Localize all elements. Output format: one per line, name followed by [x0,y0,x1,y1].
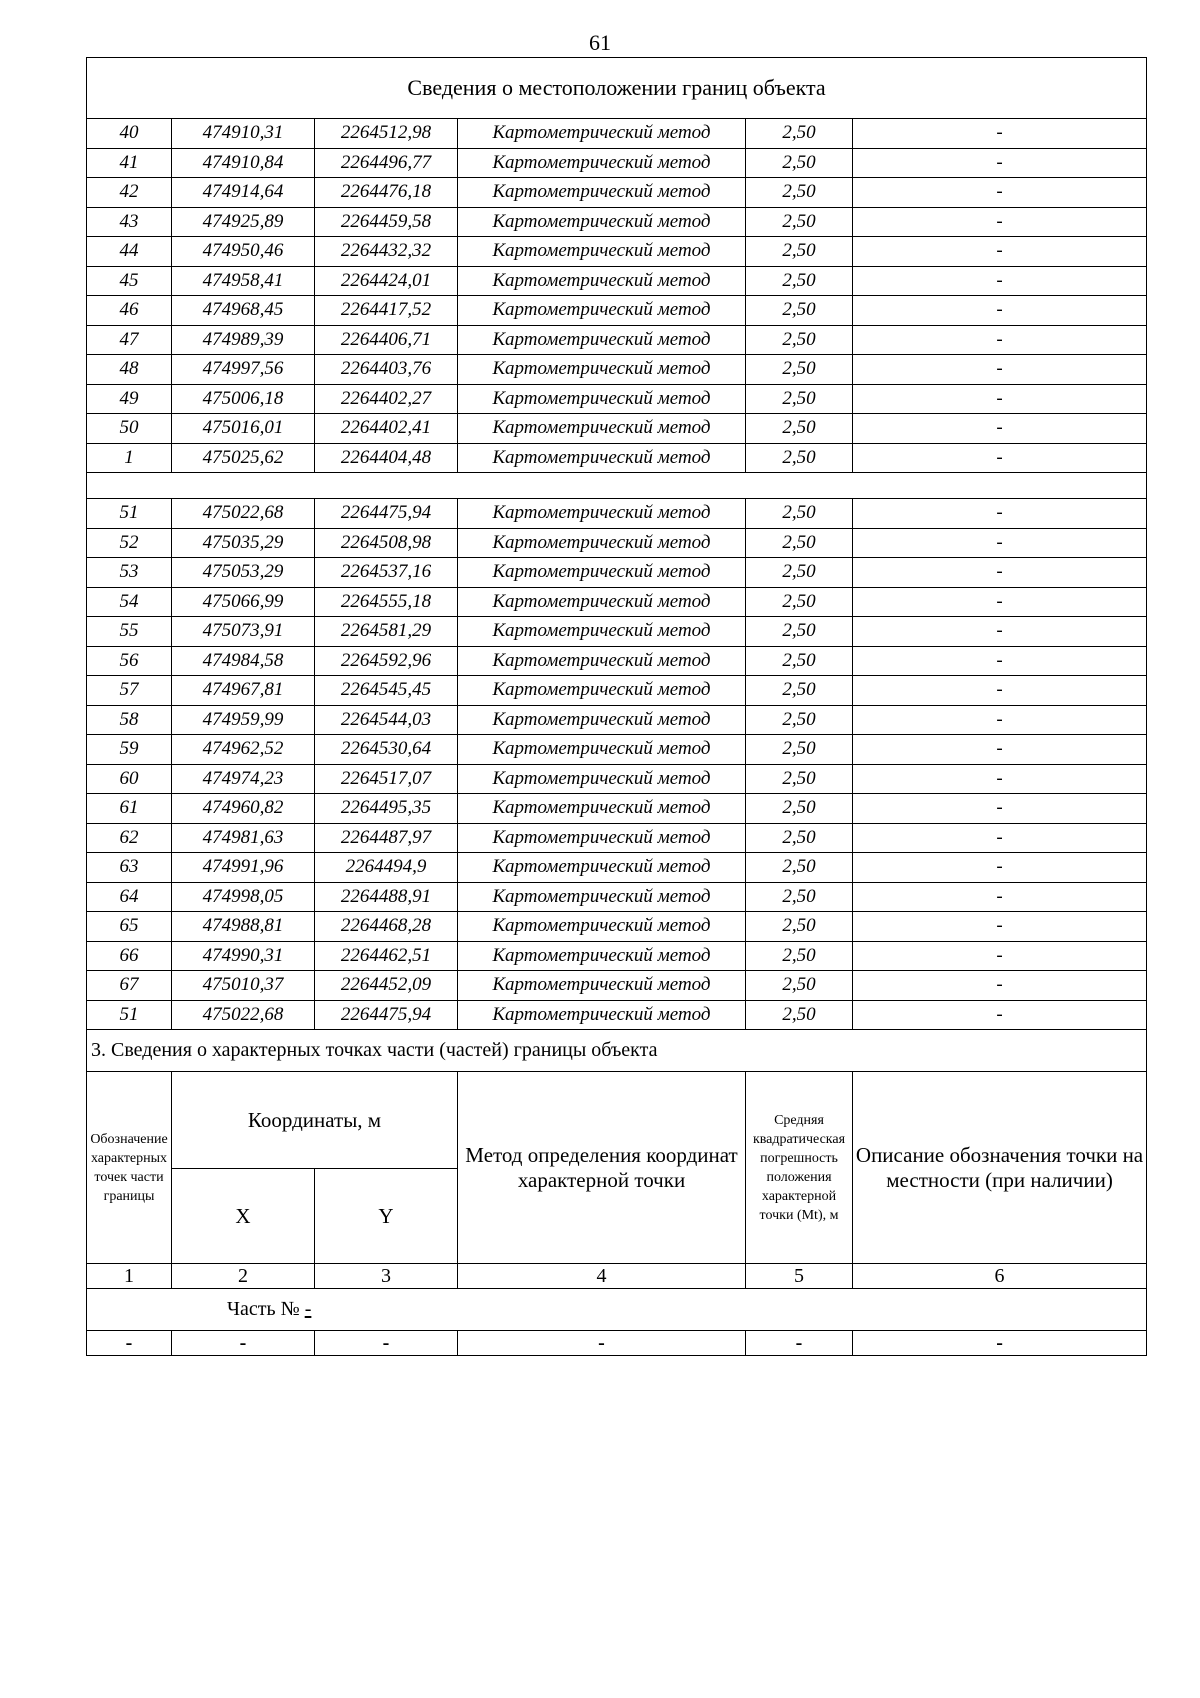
accuracy-cell: 2,50 [746,207,853,237]
description-cell: - [853,735,1147,765]
method-cell: Картометрический метод [458,794,746,824]
coord-x-cell: 474991,96 [172,853,315,883]
description-cell: - [853,443,1147,473]
header-description: Описание обозначения точки на местности (при наличии) [853,1072,1147,1264]
point-number-cell: 63 [87,853,172,883]
col-number: 3 [315,1264,458,1289]
method-cell: Картометрический метод [458,207,746,237]
coord-x-cell: 474962,52 [172,735,315,765]
table-row [87,764,1147,794]
table-row [87,266,1147,296]
accuracy-cell: 2,50 [746,705,853,735]
table-row [87,735,1147,765]
table-row [87,823,1147,853]
coord-x-cell: 474998,05 [172,882,315,912]
part-cell [87,1289,1147,1331]
header-accuracy: Средняя квадратическая погрешность положения характерной точки (Mt), м [746,1072,853,1264]
description-cell: - [853,207,1147,237]
table-row [87,207,1147,237]
point-number-cell: 67 [87,971,172,1001]
coord-x-cell: 474989,39 [172,325,315,355]
method-cell: Картометрический метод [458,971,746,1001]
method-cell: Картометрический метод [458,296,746,326]
method-cell: Картометрический метод [458,119,746,149]
accuracy-cell: 2,50 [746,499,853,529]
method-cell: Картометрический метод [458,178,746,208]
point-number-cell: 58 [87,705,172,735]
coord-x-cell: 474990,31 [172,941,315,971]
coord-y-cell: 2264459,58 [315,207,458,237]
accuracy-cell: 2,50 [746,882,853,912]
method-cell: Картометрический метод [458,355,746,385]
empty-cell: - [458,1331,746,1356]
description-cell: - [853,912,1147,942]
method-cell: Картометрический метод [458,853,746,883]
point-number-cell: 45 [87,266,172,296]
column-numbers-row [87,1264,1147,1289]
description-cell: - [853,646,1147,676]
table-row [87,646,1147,676]
description-cell: - [853,178,1147,208]
description-cell: - [853,587,1147,617]
coord-x-cell: 474910,84 [172,148,315,178]
table-row [87,941,1147,971]
description-cell: - [853,794,1147,824]
method-cell: Картометрический метод [458,384,746,414]
point-number-cell: 55 [87,617,172,647]
boundary-table [86,57,1147,1356]
table-row [87,384,1147,414]
description-cell: - [853,823,1147,853]
coord-x-cell: 475066,99 [172,587,315,617]
empty-cell: - [172,1331,315,1356]
coord-y-cell: 2264404,48 [315,443,458,473]
coord-x-cell: 475053,29 [172,558,315,588]
point-number-cell: 1 [87,443,172,473]
coord-x-cell: 474950,46 [172,237,315,267]
method-cell: Картометрический метод [458,823,746,853]
accuracy-cell: 2,50 [746,912,853,942]
table-row [87,617,1147,647]
point-number-cell: 50 [87,414,172,444]
description-cell: - [853,882,1147,912]
point-number-cell: 51 [87,1000,172,1030]
description-cell: - [853,558,1147,588]
description-cell: - [853,764,1147,794]
coord-x-cell: 474914,64 [172,178,315,208]
coord-x-cell: 474984,58 [172,646,315,676]
coord-y-cell: 2264494,9 [315,853,458,883]
description-cell: - [853,414,1147,444]
coord-x-cell: 475010,37 [172,971,315,1001]
point-number-cell: 51 [87,499,172,529]
point-number-cell: 53 [87,558,172,588]
coord-x-cell: 474967,81 [172,676,315,706]
coord-x-cell: 474959,99 [172,705,315,735]
coord-x-cell: 474997,56 [172,355,315,385]
point-number-cell: 57 [87,676,172,706]
accuracy-cell: 2,50 [746,853,853,883]
method-cell: Картометрический метод [458,912,746,942]
coord-y-cell: 2264508,98 [315,528,458,558]
point-number-cell: 40 [87,119,172,149]
description-cell: - [853,384,1147,414]
method-cell: Картометрический метод [458,676,746,706]
accuracy-cell: 2,50 [746,148,853,178]
coord-y-cell: 2264475,94 [315,499,458,529]
coord-y-cell: 2264417,52 [315,296,458,326]
coord-y-cell: 2264495,35 [315,794,458,824]
table-row [87,325,1147,355]
table-row [87,178,1147,208]
table-row [87,499,1147,529]
accuracy-cell: 2,50 [746,558,853,588]
method-cell: Картометрический метод [458,1000,746,1030]
point-number-cell: 52 [87,528,172,558]
table-row [87,148,1147,178]
table-row [87,882,1147,912]
empty-cell: - [87,1331,172,1356]
table-row [87,794,1147,824]
empty-cell: - [746,1331,853,1356]
accuracy-cell: 2,50 [746,676,853,706]
accuracy-cell: 2,50 [746,735,853,765]
point-number-cell: 56 [87,646,172,676]
description-cell: - [853,971,1147,1001]
col-number: 4 [458,1264,746,1289]
table-row [87,296,1147,326]
table-row [87,971,1147,1001]
table-row [87,414,1147,444]
coord-x-cell: 474981,63 [172,823,315,853]
table-row [87,705,1147,735]
method-cell: Картометрический метод [458,646,746,676]
coord-y-cell: 2264555,18 [315,587,458,617]
point-number-cell: 66 [87,941,172,971]
coord-y-cell: 2264402,41 [315,414,458,444]
point-number-cell: 62 [87,823,172,853]
point-number-cell: 64 [87,882,172,912]
col-number: 2 [172,1264,315,1289]
section3-title-row [87,1030,1147,1072]
table-row [87,528,1147,558]
accuracy-cell: 2,50 [746,296,853,326]
coord-y-cell: 2264475,94 [315,1000,458,1030]
method-cell: Картометрический метод [458,148,746,178]
accuracy-cell: 2,50 [746,237,853,267]
description-cell: - [853,705,1147,735]
coord-x-cell: 475022,68 [172,499,315,529]
accuracy-cell: 2,50 [746,1000,853,1030]
accuracy-cell: 2,50 [746,646,853,676]
method-cell: Картометрический метод [458,443,746,473]
description-cell: - [853,499,1147,529]
col-number: 1 [87,1264,172,1289]
coord-y-cell: 2264537,16 [315,558,458,588]
method-cell: Картометрический метод [458,558,746,588]
coord-y-cell: 2264424,01 [315,266,458,296]
point-number-cell: 65 [87,912,172,942]
description-cell: - [853,148,1147,178]
accuracy-cell: 2,50 [746,325,853,355]
method-cell: Картометрический метод [458,941,746,971]
accuracy-cell: 2,50 [746,355,853,385]
coord-y-cell: 2264488,91 [315,882,458,912]
coord-y-cell: 2264512,98 [315,119,458,149]
point-number-cell: 43 [87,207,172,237]
part-row [87,1289,1147,1331]
header-row-1 [87,1072,1147,1169]
description-cell: - [853,325,1147,355]
coord-y-cell: 2264487,97 [315,823,458,853]
method-cell: Картометрический метод [458,587,746,617]
table-title: Сведения о местоположении границ объекта [87,58,1147,119]
accuracy-cell: 2,50 [746,941,853,971]
description-cell: - [853,296,1147,326]
accuracy-cell: 2,50 [746,443,853,473]
header-x: X [172,1169,315,1264]
coord-y-cell: 2264530,64 [315,735,458,765]
point-number-cell: 46 [87,296,172,326]
col-number: 5 [746,1264,853,1289]
coord-y-cell: 2264452,09 [315,971,458,1001]
accuracy-cell: 2,50 [746,528,853,558]
table-row [87,443,1147,473]
coord-y-cell: 2264468,28 [315,912,458,942]
coord-y-cell: 2264544,03 [315,705,458,735]
accuracy-cell: 2,50 [746,178,853,208]
coord-y-cell: 2264592,96 [315,646,458,676]
description-cell: - [853,266,1147,296]
title-row [87,58,1147,119]
header-coordinates: Координаты, м [172,1072,458,1169]
page-number: 61 [589,30,611,55]
spacer-cell [87,473,1147,499]
point-number-cell: 47 [87,325,172,355]
point-number-cell: 59 [87,735,172,765]
table-row [87,237,1147,267]
accuracy-cell: 2,50 [746,794,853,824]
coord-x-cell: 475035,29 [172,528,315,558]
method-cell: Картометрический метод [458,705,746,735]
header-y: Y [315,1169,458,1264]
point-number-cell: 44 [87,237,172,267]
coord-y-cell: 2264402,27 [315,384,458,414]
description-cell: - [853,119,1147,149]
part-label: Часть № [227,1298,300,1320]
coord-x-cell: 474968,45 [172,296,315,326]
empty-cell: - [315,1331,458,1356]
coord-x-cell: 474988,81 [172,912,315,942]
coord-y-cell: 2264545,45 [315,676,458,706]
coord-x-cell: 475016,01 [172,414,315,444]
description-cell: - [853,355,1147,385]
table-body [87,58,1147,1030]
accuracy-cell: 2,50 [746,414,853,444]
col-number: 6 [853,1264,1147,1289]
point-number-cell: 61 [87,794,172,824]
table-row [87,1000,1147,1030]
description-cell: - [853,676,1147,706]
coord-y-cell: 2264432,32 [315,237,458,267]
point-number-cell: 49 [87,384,172,414]
table-row [87,912,1147,942]
description-cell: - [853,941,1147,971]
coord-y-cell: 2264406,71 [315,325,458,355]
point-number-cell: 54 [87,587,172,617]
accuracy-cell: 2,50 [746,764,853,794]
coord-x-cell: 474974,23 [172,764,315,794]
coord-y-cell: 2264581,29 [315,617,458,647]
header-method: Метод определения координат характерной точки [458,1072,746,1264]
accuracy-cell: 2,50 [746,971,853,1001]
method-cell: Картометрический метод [458,414,746,444]
coord-x-cell: 474925,89 [172,207,315,237]
coord-y-cell: 2264496,77 [315,148,458,178]
description-cell: - [853,1000,1147,1030]
coord-x-cell: 475025,62 [172,443,315,473]
empty-cell: - [853,1331,1147,1356]
table-row [87,119,1147,149]
point-number-cell: 48 [87,355,172,385]
accuracy-cell: 2,50 [746,823,853,853]
coord-y-cell: 2264462,51 [315,941,458,971]
part-value: - [304,1298,312,1320]
point-number-cell: 41 [87,148,172,178]
method-cell: Картометрический метод [458,499,746,529]
header-designation: Обозначение характерных точек части границы [87,1072,172,1264]
method-cell: Картометрический метод [458,735,746,765]
table-row [87,853,1147,883]
accuracy-cell: 2,50 [746,384,853,414]
table-row [87,355,1147,385]
description-cell: - [853,853,1147,883]
empty-row [87,1331,1147,1356]
description-cell: - [853,528,1147,558]
coord-x-cell: 474910,31 [172,119,315,149]
method-cell: Картометрический метод [458,237,746,267]
accuracy-cell: 2,50 [746,266,853,296]
accuracy-cell: 2,50 [746,119,853,149]
coord-x-cell: 474958,41 [172,266,315,296]
coord-x-cell: 475006,18 [172,384,315,414]
method-cell: Картометрический метод [458,617,746,647]
method-cell: Картометрический метод [458,528,746,558]
table-row [87,676,1147,706]
coord-x-cell: 475022,68 [172,1000,315,1030]
description-cell: - [853,237,1147,267]
method-cell: Картометрический метод [458,764,746,794]
method-cell: Картометрический метод [458,325,746,355]
coord-x-cell: 474960,82 [172,794,315,824]
coord-y-cell: 2264517,07 [315,764,458,794]
coord-y-cell: 2264403,76 [315,355,458,385]
description-cell: - [853,617,1147,647]
coord-y-cell: 2264476,18 [315,178,458,208]
coord-x-cell: 475073,91 [172,617,315,647]
accuracy-cell: 2,50 [746,617,853,647]
table-row [87,558,1147,588]
section3-title: 3. Сведения о характерных точках части (частей) границы объекта [87,1030,1147,1072]
point-number-cell: 42 [87,178,172,208]
method-cell: Картометрический метод [458,266,746,296]
method-cell: Картометрический метод [458,882,746,912]
table-row [87,587,1147,617]
point-number-cell: 60 [87,764,172,794]
accuracy-cell: 2,50 [746,587,853,617]
spacer-row [87,473,1147,499]
